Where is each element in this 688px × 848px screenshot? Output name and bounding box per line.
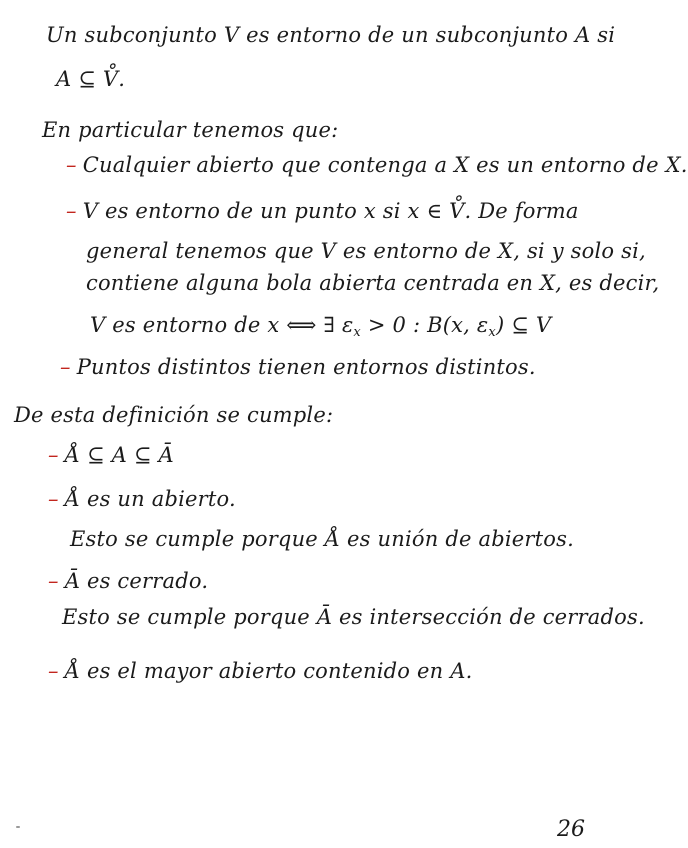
bullet-puntos-distintos [60, 354, 536, 380]
bullet-text: Cualquier abierto que contenga a X es un entorno de X. [82, 153, 688, 177]
bullet-text: Å es un abierto. [64, 487, 236, 511]
bullet-dash: – [60, 355, 71, 379]
justification-interior: Esto se cumple porque Å es unión de abiertos. [70, 527, 574, 551]
definition-line-1: Un subconjunto V es entorno de un subconjunto A si [46, 23, 616, 47]
bullet-continuation-1: general tenemos que V es entorno de X, si y solo si, [86, 239, 646, 263]
formula-part-2: > 0 : B(x, ε [360, 313, 489, 337]
bullet-continuation-2: contiene alguna bola abierta centrada en X, es decir, [86, 271, 660, 295]
formula-part-3: ) ⊆ V [495, 313, 552, 337]
bullet-text: Å ⊆ A ⊆ Ā [64, 443, 174, 467]
bullet-dash: – [66, 153, 77, 177]
page-number: 26 [557, 817, 585, 842]
bullet-inclusion [48, 442, 174, 468]
bullet-entorno-punto [66, 198, 579, 224]
bullet-dash: – [48, 487, 59, 511]
bullet-dash: – [66, 199, 77, 223]
formula-part-1: V es entorno de x ⟺ ∃ ε [90, 313, 354, 337]
bullet-abierto-entorno [66, 152, 688, 178]
consequences-heading: De esta definición se cumple: [14, 403, 334, 427]
formula-line [90, 312, 551, 346]
bullet-dash: – [48, 659, 59, 683]
bullet-interior-abierto [48, 486, 236, 512]
bullet-text: Å es el mayor abierto contenido en A. [64, 659, 473, 683]
bullet-text: Puntos distintos tienen entornos distintos. [76, 355, 536, 379]
bullet-text: Ā es cerrado. [64, 569, 209, 593]
justification-clausura: Esto se cumple porque Ā es intersección de cerrados. [62, 605, 645, 629]
definition-line-2: A ⊆ V̊. [56, 67, 126, 91]
bullet-mayor-abierto [48, 658, 472, 684]
bullet-text: V es entorno de un punto x si x ∈ V̊. De forma [82, 199, 579, 223]
particular-heading: En particular tenemos que: [42, 118, 339, 142]
paper-speck [16, 826, 20, 828]
bullet-clausura-cerrado [48, 568, 208, 594]
bullet-dash: – [48, 443, 59, 467]
bullet-dash: – [48, 569, 59, 593]
formula-subscript-2: x [488, 325, 496, 340]
formula-subscript-1: x [353, 325, 361, 340]
